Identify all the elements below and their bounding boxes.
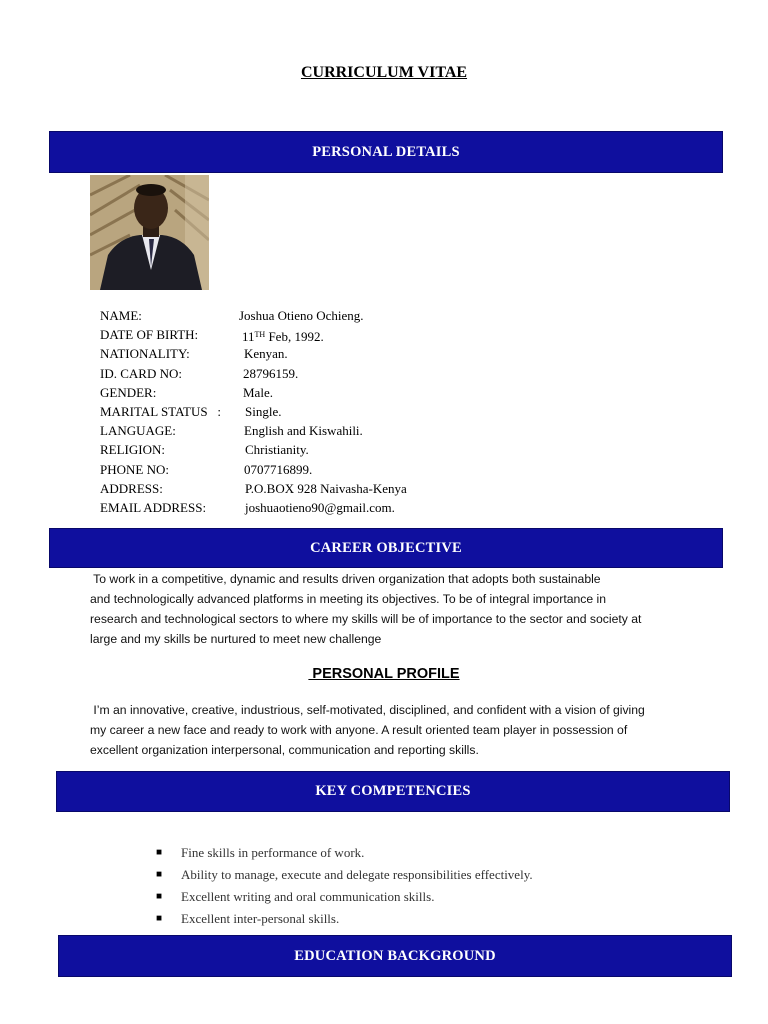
document-title: CURRICULUM VITAE [300, 64, 468, 81]
career-line: research and technological sectors to where my skills will be of importance to the sector and society at [90, 612, 642, 626]
religion-label: RELIGION: [100, 442, 165, 458]
section-career-objective: CAREER OBJECTIVE [49, 528, 723, 568]
nationality-label: NATIONALITY: [100, 346, 190, 362]
personal-profile-heading [0, 666, 768, 682]
phone-value: 0707716899. [244, 461, 313, 477]
career-objective-text [90, 569, 641, 649]
profile-line: excellent organization interpersonal, communication and reporting skills. [90, 743, 479, 757]
email-label: EMAIL ADDRESS: [100, 499, 207, 515]
list-item [156, 864, 533, 886]
competency-text: Ability to manage, execute and delegate responsibilities effectively. [181, 867, 533, 882]
bullet-icon: ■ [156, 847, 163, 858]
section-personal-details: PERSONAL DETAILS [49, 131, 723, 173]
competency-text: Fine skills in performance of work. [181, 845, 365, 860]
email-value: joshuaotieno90@gmail.com. [245, 499, 395, 515]
section-key-competencies: KEY COMPETENCIES [56, 771, 730, 812]
career-line: and technologically advanced platforms in meeting its objectives. To be of integral importance in [90, 592, 607, 606]
name-label: NAME: [100, 308, 142, 323]
gender-label: GENDER: [100, 384, 157, 400]
dob-label: DATE OF BIRTH: [100, 327, 199, 343]
competency-text: Excellent writing and oral communication skills. [181, 889, 435, 904]
person-photo-icon [90, 175, 209, 290]
list-item [156, 908, 533, 930]
id-label: ID. CARD NO: [100, 365, 182, 381]
competency-text: Excellent inter-personal skills. [181, 911, 340, 926]
career-line: large and my skills be nurtured to meet new challenge [90, 632, 382, 646]
language-value: English and Kiswahili. [244, 423, 363, 439]
marital-value: Single. [245, 403, 282, 419]
religion-value: Christianity. [245, 442, 309, 458]
profile-line: my career a new face and ready to work with anyone. A result oriented team player in possession of [90, 723, 628, 737]
section-education-background: EDUCATION BACKGROUND [58, 935, 732, 977]
personal-profile-title: PERSONAL PROFILE [308, 666, 460, 682]
name-value: Joshua Otieno Ochieng. [239, 308, 364, 323]
list-item [156, 842, 533, 864]
bullet-icon: ■ [156, 891, 163, 902]
address-label: ADDRESS: [100, 480, 163, 496]
photo-drawing [90, 175, 209, 290]
dob-rest: Feb, 1992. [265, 329, 324, 345]
nationality-value: Kenyan. [244, 346, 288, 362]
language-label: LANGUAGE: [100, 423, 176, 439]
marital-label: MARITAL STATUS : [100, 403, 221, 419]
dob-day: 11 [242, 329, 255, 345]
bullet-icon: ■ [156, 913, 163, 924]
bullet-icon: ■ [156, 869, 163, 880]
competencies-list [156, 842, 533, 930]
dob-suffix: TH [254, 330, 266, 340]
address-value: P.O.BOX 928 Naivasha-Kenya [245, 480, 407, 496]
profile-line: I’m an innovative, creative, industrious, self-motivated, disciplined, and confident with a vision of giving [90, 703, 645, 717]
gender-value: Male. [243, 384, 273, 400]
id-value: 28796159. [243, 365, 299, 381]
personal-profile-text [90, 700, 645, 760]
career-line: To work in a competitive, dynamic and results driven organization that adopts both sustainable [90, 572, 601, 586]
list-item [156, 886, 533, 908]
phone-label: PHONE NO: [100, 461, 169, 477]
dob-value [242, 325, 324, 346]
